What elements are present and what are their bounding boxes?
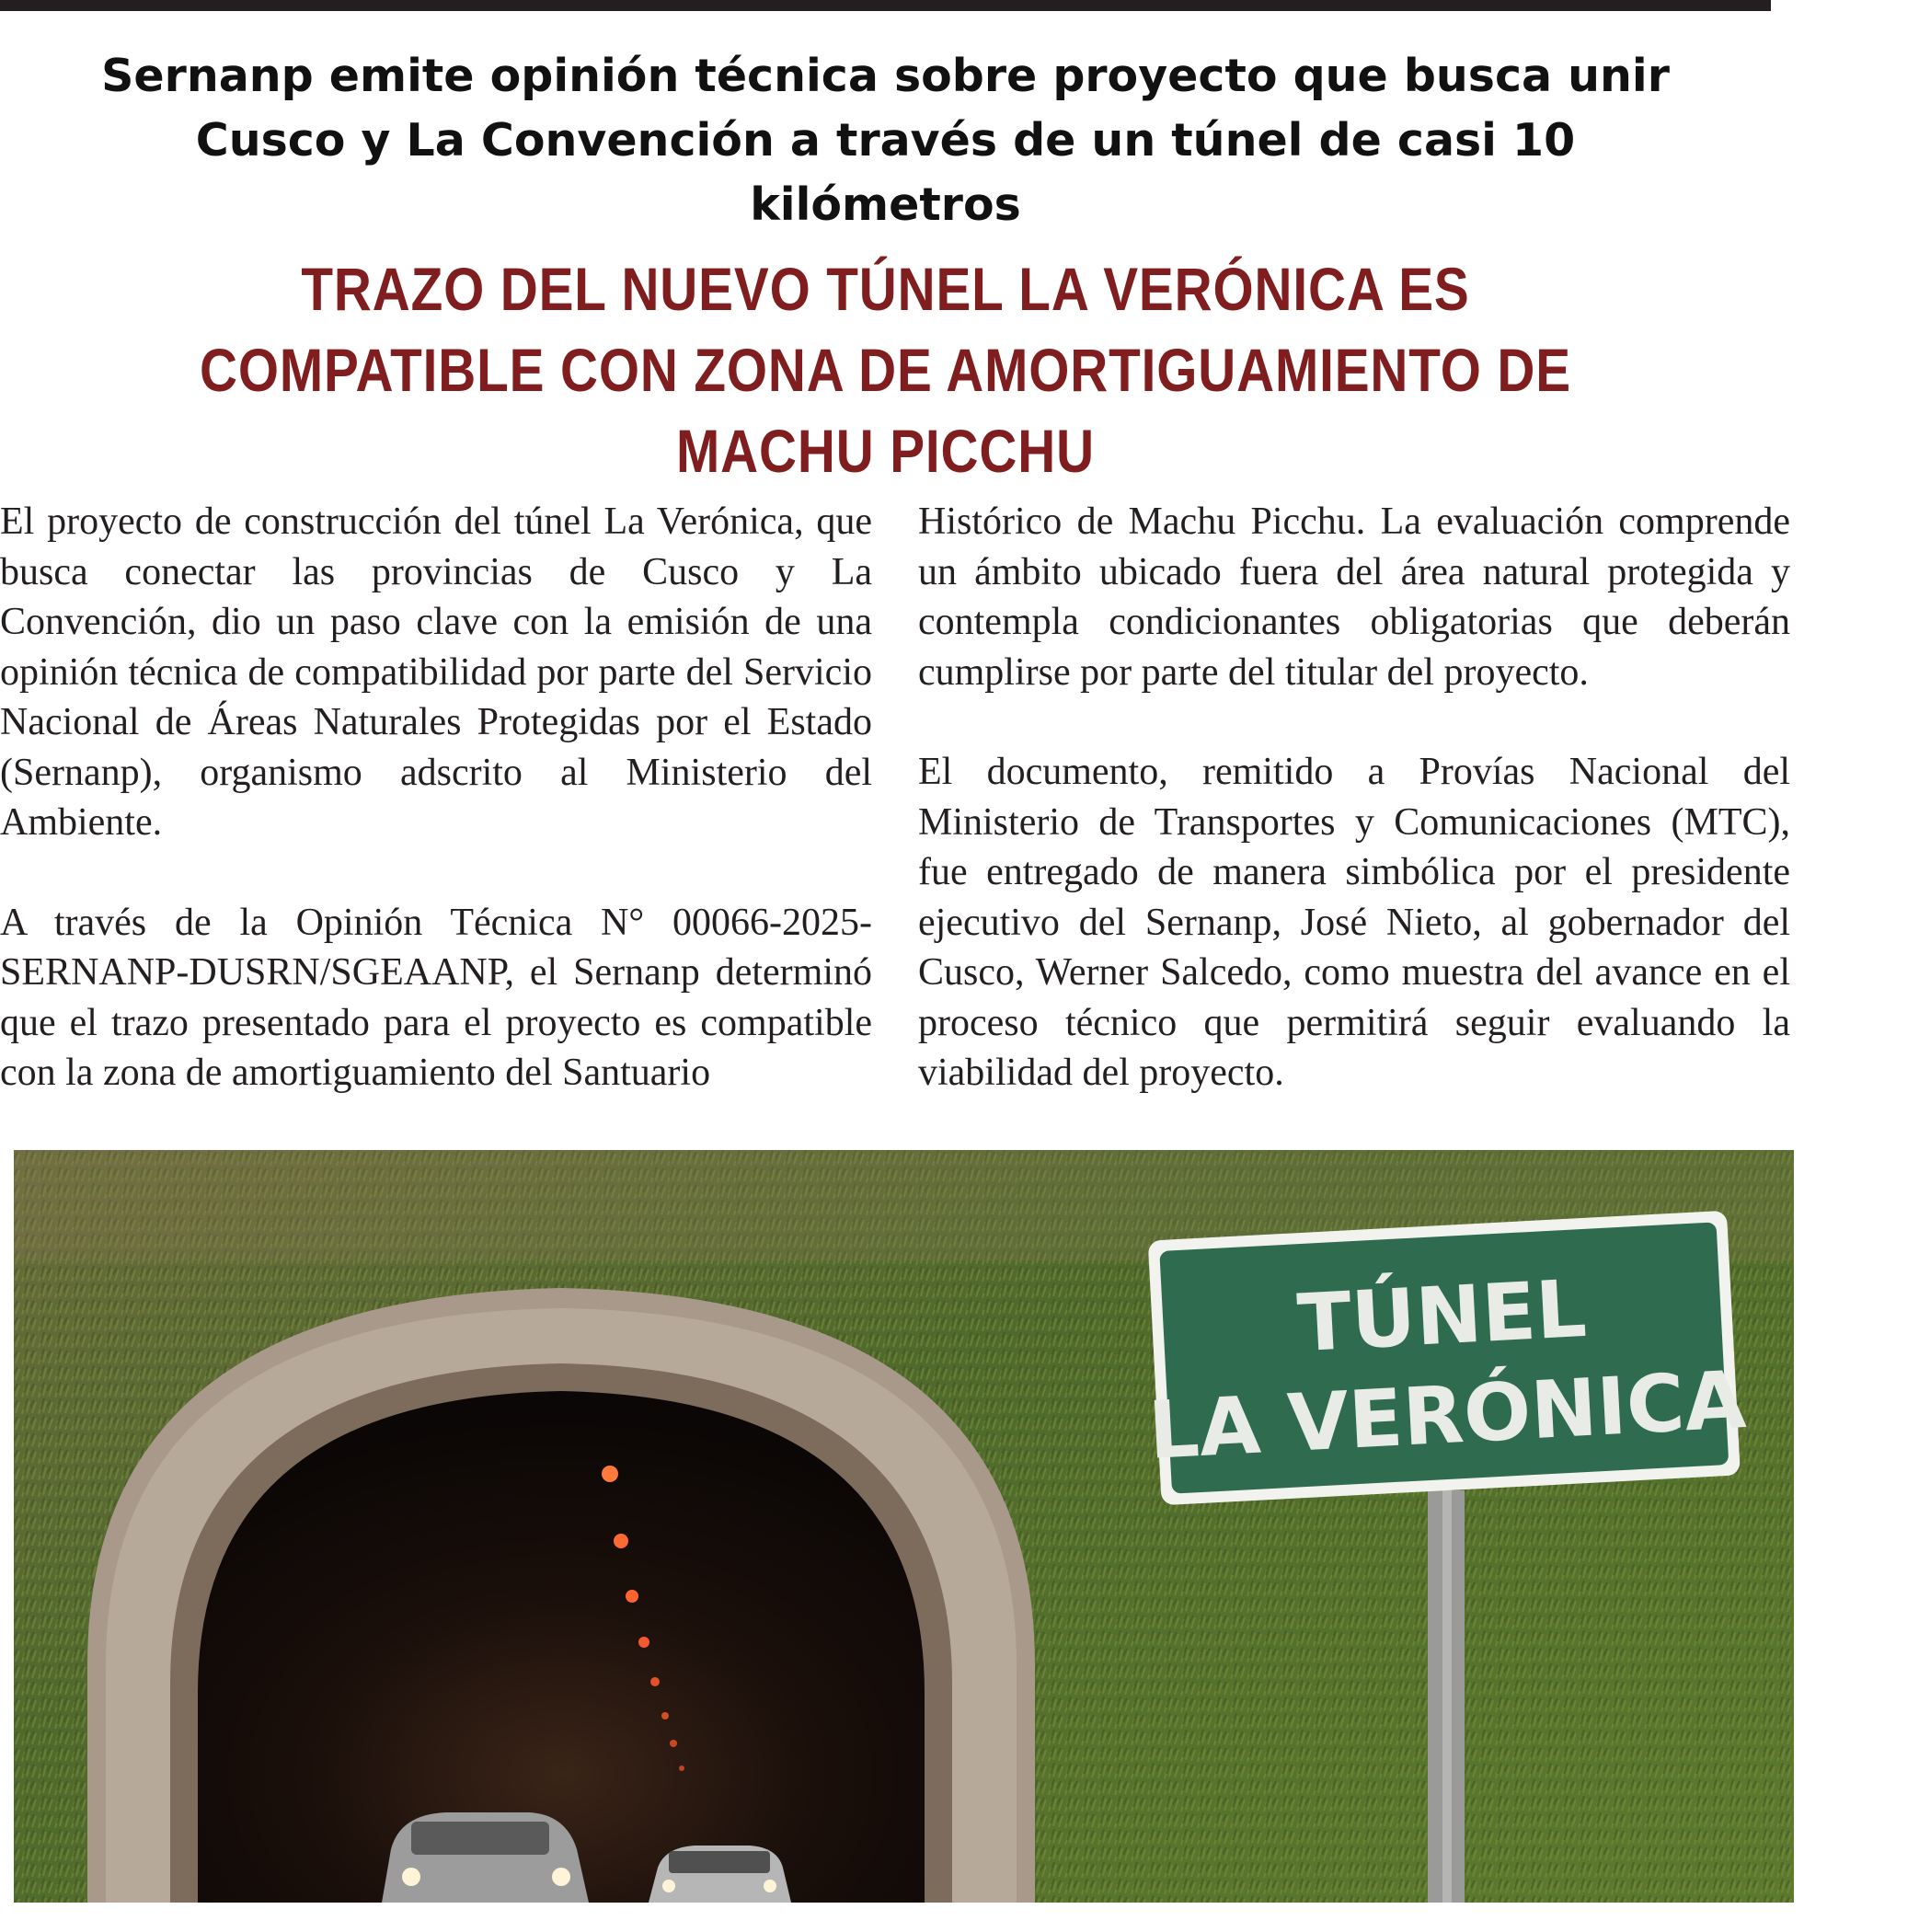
kicker-title: Sernanp emite opinión técnica sobre proyecto que busca unir Cusco y La Convención a través de un túnel de casi 10 kilómetros <box>101 50 1670 231</box>
tunnel-light <box>638 1637 649 1648</box>
paragraph: Histórico de Machu Picchu. La evaluación comprende un ámbito ubicado fuera del área natural protegida y contempla condicionantes obligatorias que deberán cumplirse por parte del titular del proyecto. <box>918 500 1790 694</box>
tunnel-light <box>614 1534 628 1548</box>
tunnel-illustration <box>14 1150 1794 1903</box>
body-column-left <box>0 497 872 1148</box>
sign-line-2: LA VERÓNICA <box>1146 1353 1749 1478</box>
paragraph: A través de la Opinión Técnica N° 00066-2025-SERNANP-DUSRN/SGEAANP, el Sernanp determinó que el trazo presentado para el proyecto es compatible con la zona de amortiguamiento del Santuario <box>0 901 872 1094</box>
paragraph: El documento, remitido a Provías Nacional del Ministerio de Transportes y Comunicaciones (MTC), fue entregado de manera simbólica por el presidente ejecutivo del Sernanp, José Nieto, al gobernador del Cusco, Werner Salcedo, como muestra del avance en el proceso técnico que permitirá seguir evaluando la viabilidad del proyecto. <box>918 751 1790 1094</box>
tunnel-light <box>661 1712 669 1719</box>
headline: TRAZO DEL NUEVO TÚNEL LA VERÓNICA ES COMPATIBLE CON ZONA DE AMORTIGUAMIENTO DE MACHU PICCHU <box>199 255 1571 485</box>
tunnel-light <box>602 1466 618 1482</box>
car-right <box>649 1846 791 1903</box>
tunnel-photo <box>14 1150 1794 1903</box>
car-left <box>382 1812 589 1903</box>
road-sign <box>1139 1210 1750 1506</box>
sign-line-1: TÚNEL <box>1295 1262 1589 1371</box>
top-rule <box>0 0 1771 11</box>
tunnel-light <box>626 1590 638 1603</box>
tunnel-light <box>650 1677 660 1686</box>
body-column-right <box>918 497 1790 1148</box>
paragraph: El proyecto de construcción del túnel La Verónica, que busca conectar las provincias de Cusco y La Convención, dio un paso clave con la emisión de una opinión técnica de compatibilidad por parte del Servicio Nacional de Áreas Naturales Protegidas por el Estado (Sernanp), organismo adscrito al Ministerio del Ambiente. <box>0 500 872 844</box>
